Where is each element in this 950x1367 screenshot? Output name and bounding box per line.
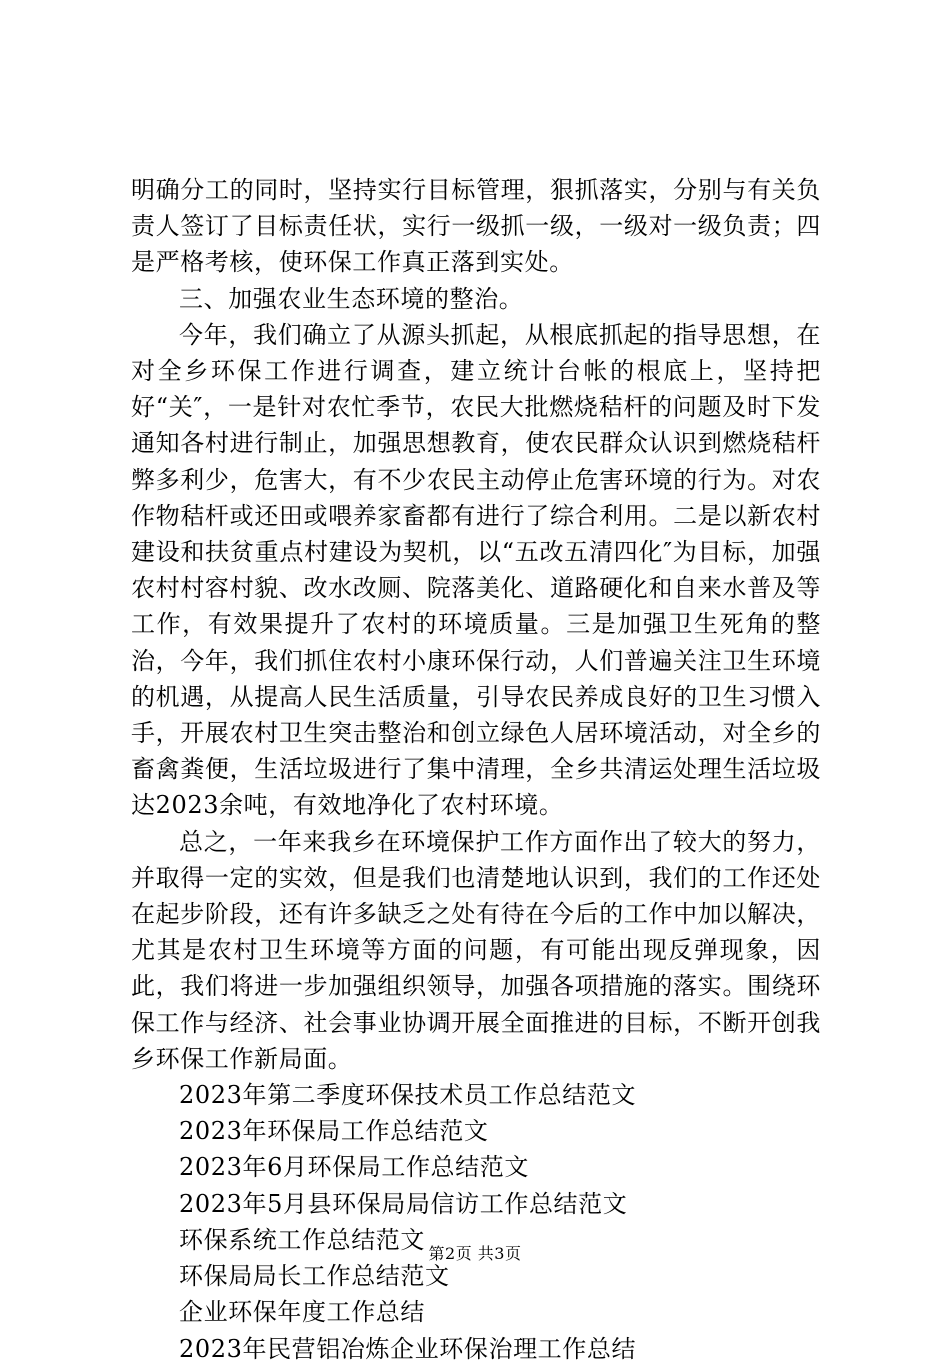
related-title: 2023年民营铝冶炼企业环保治理工作总结 <box>179 1334 637 1363</box>
related-title: 2023年5月县环保局局信访工作总结范文 <box>179 1189 628 1218</box>
page-footer: 第2页 共3页 <box>428 1244 522 1263</box>
related-title: 环保局局长工作总结范文 <box>179 1262 450 1291</box>
paragraph-summary: 总之，一年来我乡在环境保护工作方面作出了较大的努力，并取得一定的实效，但是我们也清楚地认识到，我们的工作还处在起步阶段，还有许多缺乏之处有待在今后的工作中加以解决，尤其是农村卫生环境等方面的问题，有可能出现反弹现象，因此，我们将进一步加强组织领导，加强各项措施的落实。围绕环保工作与经济、社会事业协调开展全面推进的目标，不断开创我乡环保工作新局面。 <box>131 827 821 1073</box>
related-titles-list <box>131 1077 821 1367</box>
paragraph-continuation: 明确分工的同时，坚持实行目标管理，狠抓落实，分别与有关负责人签订了目标责任状，实行一级抓一级，一级对一级负责；四是严格考核，使环保工作真正落到实处。 <box>131 176 821 277</box>
related-title: 企业环保年度工作总结 <box>179 1298 425 1327</box>
related-title: 2023年第二季度环保技术员工作总结范文 <box>179 1081 637 1110</box>
paragraph-agriculture: 今年，我们确立了从源头抓起，从根底抓起的指导思想，在对全乡环保工作进行调查，建立统计台帐的根底上，坚持把好“关″，一是针对农忙季节，农民大批燃烧秸杆的问题及时下发通知各村进行制止，加强思想教育，使农民群众认识到燃烧秸杆弊多利少，危害大，有不少农民主动停止危害环境的行为。对农作物秸杆或还田或喂养家畜都有进行了综合利用。二是以新农村建设和扶贫重点村建设为契机，以“五改五清四化″为目标，加强农村村容村貌、改水改厕、院落美化、道路硬化和自来水普及等工作，有效果提升了农村的环境质量。三是加强卫生死角的整治，今年，我们抓住农村小康环保行动，人们普遍关注卫生环境的机遇，从提高人民生活质量，引导农民养成良好的卫生习惯入手，开展农村卫生突击整治和创立绿色人居环境活动，对全乡的畜禽粪便，生活垃圾进行了集中清理，全乡共清运处理生活垃圾达2023余吨，有效地净化了农村环境。 <box>131 320 821 820</box>
related-title: 2023年6月环保局工作总结范文 <box>179 1153 529 1182</box>
related-title: 2023年环保局工作总结范文 <box>179 1117 489 1146</box>
document-body <box>131 172 821 1367</box>
related-title: 环保系统工作总结范文 <box>179 1225 425 1254</box>
section-heading: 三、加强农业生态环境的整治。 <box>179 284 524 313</box>
